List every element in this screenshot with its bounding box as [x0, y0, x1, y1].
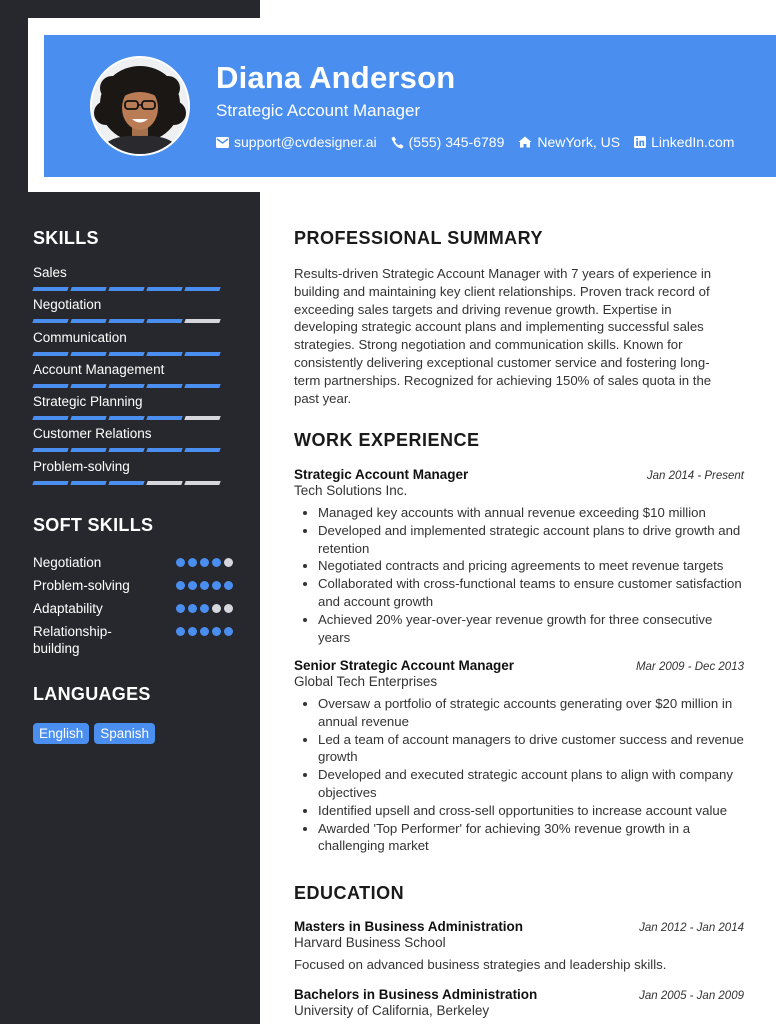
job-bullet: • Oversaw a portfolio of strategic accounts generating over $20 million in annual revenue — [318, 695, 744, 731]
skill-level-segment — [32, 352, 68, 356]
rating-dot — [200, 604, 209, 613]
profile-photo — [92, 58, 188, 154]
skill-level-bar — [33, 352, 233, 356]
experience-title: WORK EXPERIENCE — [294, 430, 480, 450]
job-dates: Jan 2014 - Present — [646, 470, 744, 482]
candidate-name: Diana Anderson — [216, 60, 456, 95]
job-bullet: • Led a team of account managers to drive customer success and revenue growth — [318, 731, 744, 767]
soft-skill-rating — [176, 581, 233, 590]
skill-level-segment — [146, 352, 182, 356]
rating-dot — [224, 604, 233, 613]
skill-level-segment — [70, 352, 106, 356]
skill-level-segment — [146, 448, 182, 452]
skill-item — [33, 426, 233, 458]
job-company: Global Tech Enterprises — [294, 674, 438, 689]
contact-list — [216, 134, 734, 150]
contact-location — [518, 134, 620, 150]
skill-level-segment — [184, 416, 220, 420]
job-bullet: • Achieved 20% year-over-year revenue growth for three consecutive years — [318, 611, 744, 647]
rating-dot — [212, 581, 221, 590]
skill-item — [33, 265, 233, 297]
skill-level-segment — [108, 319, 144, 323]
soft-skill-label: Negotiation — [33, 555, 102, 570]
job-bullet: • Developed and implemented strategic account plans to drive growth and retention — [318, 522, 744, 558]
envelope-icon — [216, 137, 229, 148]
skill-level-bar — [33, 384, 233, 388]
skill-item — [33, 362, 233, 394]
soft-skills-list — [33, 554, 233, 663]
education-entry — [294, 919, 744, 972]
rating-dot — [188, 581, 197, 590]
rating-dot — [224, 558, 233, 567]
skill-item — [33, 394, 233, 426]
job-bullet: • Awarded 'Top Performer' for achieving 30% revenue growth in a challenging market — [318, 820, 744, 856]
education-dates: Jan 2012 - Jan 2014 — [639, 922, 744, 934]
education-title: EDUCATION — [294, 883, 405, 903]
skill-level-bar — [33, 448, 233, 452]
school-name: Harvard Business School — [294, 935, 446, 950]
skill-level-segment — [32, 481, 68, 485]
skills-title: SKILLS — [33, 228, 99, 248]
languages-title: LANGUAGES — [33, 684, 151, 704]
linkedin-icon — [634, 136, 646, 148]
phone-icon — [391, 136, 404, 149]
soft-skill-item — [33, 577, 233, 594]
soft-skills-title: SOFT SKILLS — [33, 515, 154, 535]
job-title: Senior Strategic Account Manager — [294, 658, 515, 673]
summary-text: Results-driven Strategic Account Manager with 7 years of experience in building and maintaining key client relationships. Proven track record of exceeding sales targets and driving revenue growth. Expertise in developing strategic account plans and implementing successful sales strategies. Strong negotiation and communication skills. Known for consistently delivering exceptional customer service and fostering long-term partnerships. Recognized for achieving 150% of sales quota in the past year. — [294, 266, 712, 406]
education-entry — [294, 987, 744, 1018]
job-bullet: • Identified upsell and cross-sell opportunities to increase account value — [318, 802, 744, 820]
rating-dot — [188, 558, 197, 567]
soft-skill-label: Relationship-building — [33, 624, 112, 656]
degree-title: Bachelors in Business Administration — [294, 987, 538, 1002]
job-bullet: • Collaborated with cross-functional teams to ensure customer satisfaction and account growth — [318, 575, 744, 611]
rating-dot — [176, 581, 185, 590]
school-name: University of California, Berkeley — [294, 1003, 490, 1018]
skill-level-segment — [32, 448, 68, 452]
skill-level-bar — [33, 481, 233, 485]
skill-level-bar — [33, 319, 233, 323]
skill-level-segment — [146, 384, 182, 388]
contact-phone[interactable] — [391, 134, 505, 150]
job-dates: Mar 2009 - Dec 2013 — [635, 661, 744, 673]
skill-level-segment — [70, 448, 106, 452]
education-description: Focused on advanced business strategies and leadership skills. — [294, 957, 667, 972]
skill-level-segment — [184, 287, 220, 291]
skill-label: Strategic Planning — [33, 394, 143, 410]
contact-phone-text: (555) 345-6789 — [408, 134, 505, 150]
skill-level-segment — [146, 287, 182, 291]
contact-linkedin-text: LinkedIn.com — [651, 134, 735, 150]
skill-level-bar — [33, 287, 233, 291]
soft-skill-rating — [176, 558, 233, 567]
skill-level-segment — [70, 287, 106, 291]
soft-skill-label: Adaptability — [33, 601, 103, 616]
skill-label: Customer Relations — [33, 426, 152, 442]
skill-level-segment — [70, 319, 106, 323]
rating-dot — [224, 627, 233, 636]
soft-skill-rating — [176, 627, 233, 636]
skill-level-segment — [108, 481, 144, 485]
job-bullets — [294, 695, 744, 855]
rating-dot — [176, 604, 185, 613]
soft-skill-item — [33, 554, 233, 571]
skill-level-segment — [146, 416, 182, 420]
avatar — [90, 56, 190, 156]
rating-dot — [200, 558, 209, 567]
education-dates: Jan 2005 - Jan 2009 — [639, 990, 744, 1002]
skill-level-segment — [108, 287, 144, 291]
skill-level-segment — [146, 481, 182, 485]
skill-level-segment — [32, 319, 68, 323]
language-tag: English — [33, 723, 89, 744]
skill-level-segment — [184, 319, 220, 323]
soft-skill-item — [33, 623, 233, 657]
skill-level-segment — [184, 448, 220, 452]
skill-level-segment — [146, 319, 182, 323]
skill-label: Problem-solving — [33, 458, 130, 474]
job-title: Strategic Account Manager — [294, 467, 469, 482]
rating-dot — [224, 581, 233, 590]
rating-dot — [212, 604, 221, 613]
soft-skill-item — [33, 600, 233, 617]
skill-level-segment — [108, 416, 144, 420]
skill-item — [33, 330, 233, 362]
skill-label: Negotiation — [33, 297, 102, 313]
rating-dot — [212, 558, 221, 567]
skill-level-segment — [184, 384, 220, 388]
contact-location-text: NewYork, US — [537, 134, 621, 150]
soft-skill-label: Problem-solving — [33, 578, 130, 593]
skill-level-bar — [33, 416, 233, 420]
soft-skill-rating — [176, 604, 233, 613]
language-tag: Spanish — [94, 723, 155, 744]
skill-item — [33, 297, 233, 329]
job-bullet: • Negotiated contracts and pricing agreements to meet revenue targets — [318, 557, 744, 575]
skill-level-segment — [32, 384, 68, 388]
skill-level-segment — [32, 416, 68, 420]
languages-list — [33, 723, 155, 744]
job-entry — [294, 658, 744, 855]
skill-level-segment — [184, 481, 220, 485]
rating-dot — [188, 604, 197, 613]
job-company: Tech Solutions Inc. — [294, 483, 408, 498]
rating-dot — [200, 627, 209, 636]
skill-level-segment — [32, 287, 68, 291]
job-bullet: • Managed key accounts with annual revenue exceeding $10 million — [318, 504, 744, 522]
rating-dot — [176, 558, 185, 567]
rating-dot — [212, 627, 221, 636]
summary-title: PROFESSIONAL SUMMARY — [294, 228, 544, 248]
job-bullet: • Developed and executed strategic account plans to align with company objectives — [318, 766, 744, 802]
skill-level-segment — [108, 384, 144, 388]
candidate-role: Strategic Account Manager — [216, 101, 421, 120]
skill-item — [33, 459, 233, 491]
degree-title: Masters in Business Administration — [294, 919, 524, 934]
skill-level-segment — [70, 481, 106, 485]
skill-label: Sales — [33, 265, 67, 280]
skill-level-segment — [108, 352, 144, 356]
home-icon — [518, 136, 532, 148]
contact-linkedin[interactable] — [634, 134, 734, 150]
skill-label: Communication — [33, 329, 127, 345]
skill-level-segment — [108, 448, 144, 452]
skill-label: Account Management — [33, 361, 165, 377]
job-entry — [294, 467, 744, 646]
skill-level-segment — [70, 384, 106, 388]
rating-dot — [200, 581, 209, 590]
skills-list — [33, 265, 233, 491]
rating-dot — [176, 627, 185, 636]
skill-level-segment — [184, 352, 220, 356]
rating-dot — [188, 627, 197, 636]
skill-level-segment — [70, 416, 106, 420]
contact-email[interactable] — [216, 134, 377, 150]
job-bullets — [294, 504, 744, 646]
contact-email-text: support@cvdesigner.ai — [234, 134, 377, 150]
